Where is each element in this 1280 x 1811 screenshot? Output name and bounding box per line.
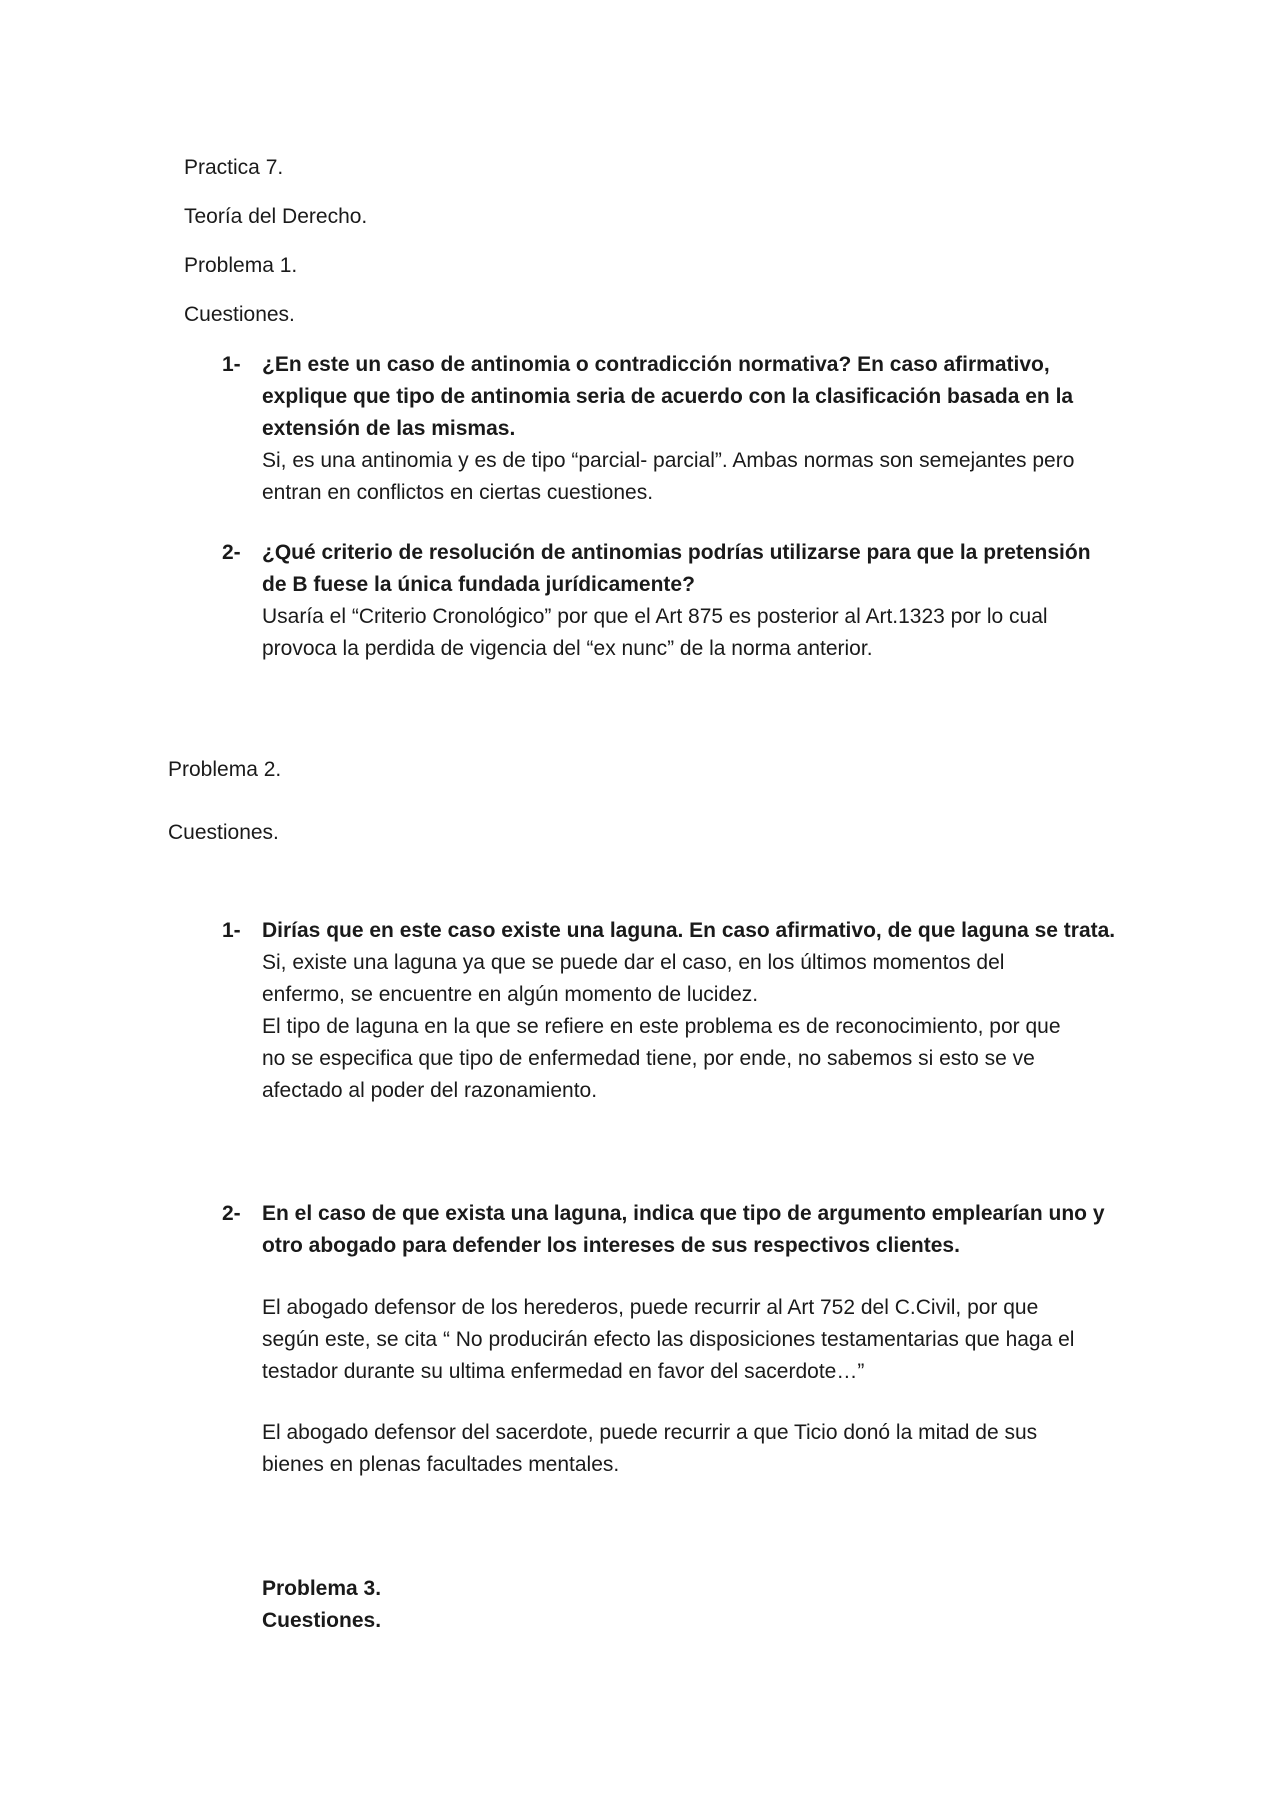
answer-line: según este, se cita “ No producirán efecto las disposiciones testamentarias que haga el bbox=[262, 1328, 1075, 1351]
problem-3-subtitle: Cuestiones. bbox=[262, 1609, 382, 1632]
answer-line: enfermo, se encuentre en algún momento de lucidez. bbox=[262, 983, 759, 1006]
question-line: otro abogado para defender los intereses de sus respectivos clientes. bbox=[262, 1234, 960, 1257]
answer-line: entran en conflictos en ciertas cuestiones. bbox=[262, 481, 654, 504]
answer-line: El abogado defensor del sacerdote, puede recurrir a que Ticio donó la mitad de sus bbox=[262, 1421, 1038, 1444]
question-number: 2- bbox=[222, 1202, 241, 1225]
question-line: ¿Qué criterio de resolución de antinomias podrías utilizarse para que la pretensión bbox=[262, 541, 1091, 564]
answer-line: El tipo de laguna en la que se refiere en este problema es de reconocimiento, por que bbox=[262, 1015, 1061, 1038]
answer-line: afectado al poder del razonamiento. bbox=[262, 1079, 598, 1102]
subject-heading: Teoría del Derecho. bbox=[184, 205, 368, 228]
answer-line: bienes en plenas facultades mentales. bbox=[262, 1453, 620, 1476]
question-line: ¿En este un caso de antinomia o contradicción normativa? En caso afirmativo, bbox=[262, 353, 1050, 376]
problem-3-heading bbox=[262, 1573, 1122, 1637]
answer-paragraph-2 bbox=[262, 1417, 1122, 1481]
answer-line: Si, existe una laguna ya que se puede dar el caso, en los últimos momentos del bbox=[262, 951, 1005, 974]
problem-3-title: Problema 3. bbox=[262, 1577, 382, 1600]
question-line: extensión de las mismas. bbox=[262, 417, 516, 440]
document-title: Practica 7. bbox=[184, 156, 284, 179]
question-number: 1- bbox=[222, 353, 241, 376]
problem-1-subtitle: Cuestiones. bbox=[184, 303, 295, 326]
problem-1-title: Problema 1. bbox=[184, 254, 298, 277]
question-number: 1- bbox=[222, 919, 241, 942]
answer-line: testador durante su ultima enfermedad en favor del sacerdote…” bbox=[262, 1360, 865, 1383]
question-line: de B fuese la única fundada jurídicamente? bbox=[262, 573, 695, 596]
question-line: En el caso de que exista una laguna, indica que tipo de argumento emplearían uno y bbox=[262, 1202, 1105, 1225]
answer-line: Usaría el “Criterio Cronológico” por que el Art 875 es posterior al Art.1323 por lo cual bbox=[262, 605, 1048, 628]
problem-2-subtitle: Cuestiones. bbox=[168, 821, 279, 844]
answer-line: Si, es una antinomia y es de tipo “parcial- parcial”. Ambas normas son semejantes pero bbox=[262, 449, 1075, 472]
question-line: Dirías que en este caso existe una laguna. En caso afirmativo, de que laguna se trata. bbox=[262, 919, 1116, 942]
question-number: 2- bbox=[222, 541, 241, 564]
answer-line: El abogado defensor de los herederos, puede recurrir al Art 752 del C.Civil, por que bbox=[262, 1296, 1039, 1319]
problem-2-title: Problema 2. bbox=[168, 758, 282, 781]
question-text bbox=[262, 537, 1122, 665]
answer-line: no se especifica que tipo de enfermedad tiene, por ende, no sabemos si esto se ve bbox=[262, 1047, 1035, 1070]
answer-line: provoca la perdida de vigencia del “ex nunc” de la norma anterior. bbox=[262, 637, 873, 660]
answer-paragraph-1 bbox=[262, 1292, 1122, 1388]
question-text bbox=[262, 915, 1122, 1107]
question-line: explique que tipo de antinomia seria de acuerdo con la clasificación basada en la bbox=[262, 385, 1074, 408]
question-text bbox=[262, 349, 1122, 509]
question-text bbox=[262, 1198, 1122, 1262]
